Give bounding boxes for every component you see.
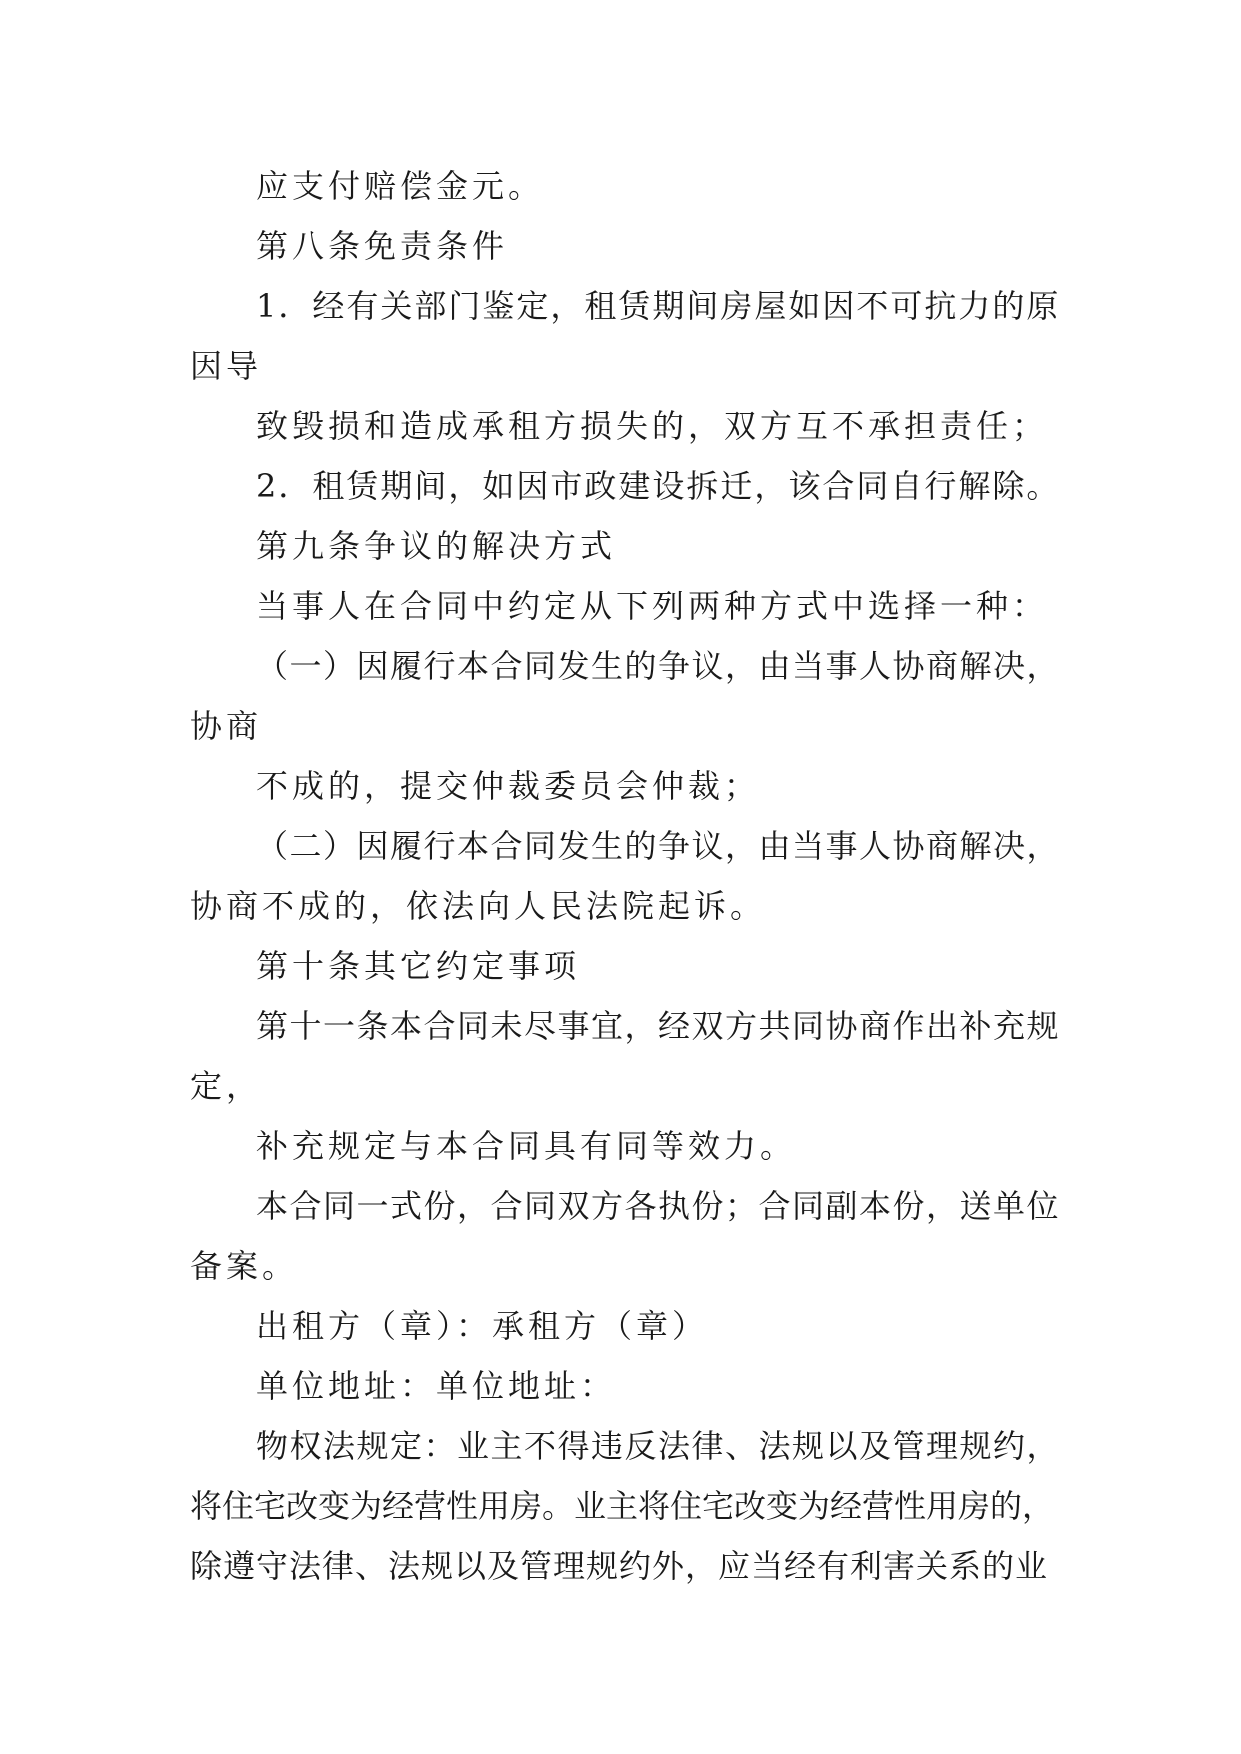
text-line: 备案。 [190,1247,299,1285]
text-line: 出租方（章）：承租方（章） [256,1307,709,1345]
text-line: 1．经有关部门鉴定，租赁期间房屋如因不可抗力的原 [256,287,1061,325]
text-line: 补充规定与本合同具有同等效力。 [256,1127,797,1165]
text-line: 定， [190,1067,263,1105]
text-line: 应支付赔偿金元。 [256,167,545,205]
text-line: 单位地址：单位地址： [256,1367,617,1405]
text-line: 2．租赁期间，如因市政建设拆迁，该合同自行解除。 [256,467,1061,505]
text-line: 当事人在合同中约定从下列两种方式中选择一种： [256,587,1049,625]
text-line: 致毁损和造成承租方损失的，双方互不承担责任； [256,407,1049,445]
text-line: （一）因履行本合同发生的争议，由当事人协商解决， [256,647,1061,685]
text-line: 第十条其它约定事项 [256,947,581,985]
text-line: 第九条争议的解决方式 [256,527,617,565]
text-line: 将住宅改变为经营性用房。业主将住宅改变为经营性用房的， [190,1487,1055,1525]
text-line: 物权法规定：业主不得违反法律、法规以及管理规约， [256,1427,1061,1465]
text-line: 第十一条本合同未尽事宜，经双方共同协商作出补充规 [256,1007,1061,1045]
text-line: 协商不成的，依法向人民法院起诉。 [190,887,767,925]
text-line: 因导 [190,347,263,385]
text-line: 协商 [190,707,263,745]
text-line: 不成的，提交仲裁委员会仲裁； [256,767,761,805]
text-line: （二）因履行本合同发生的争议，由当事人协商解决， [256,827,1061,865]
text-line: 第八条免责条件 [256,227,509,265]
text-line: 本合同一式份，合同双方各执份；合同副本份，送单位 [256,1187,1061,1225]
text-line: 除遵守法律、法规以及管理规约外，应当经有利害关系的业 [190,1547,1049,1585]
